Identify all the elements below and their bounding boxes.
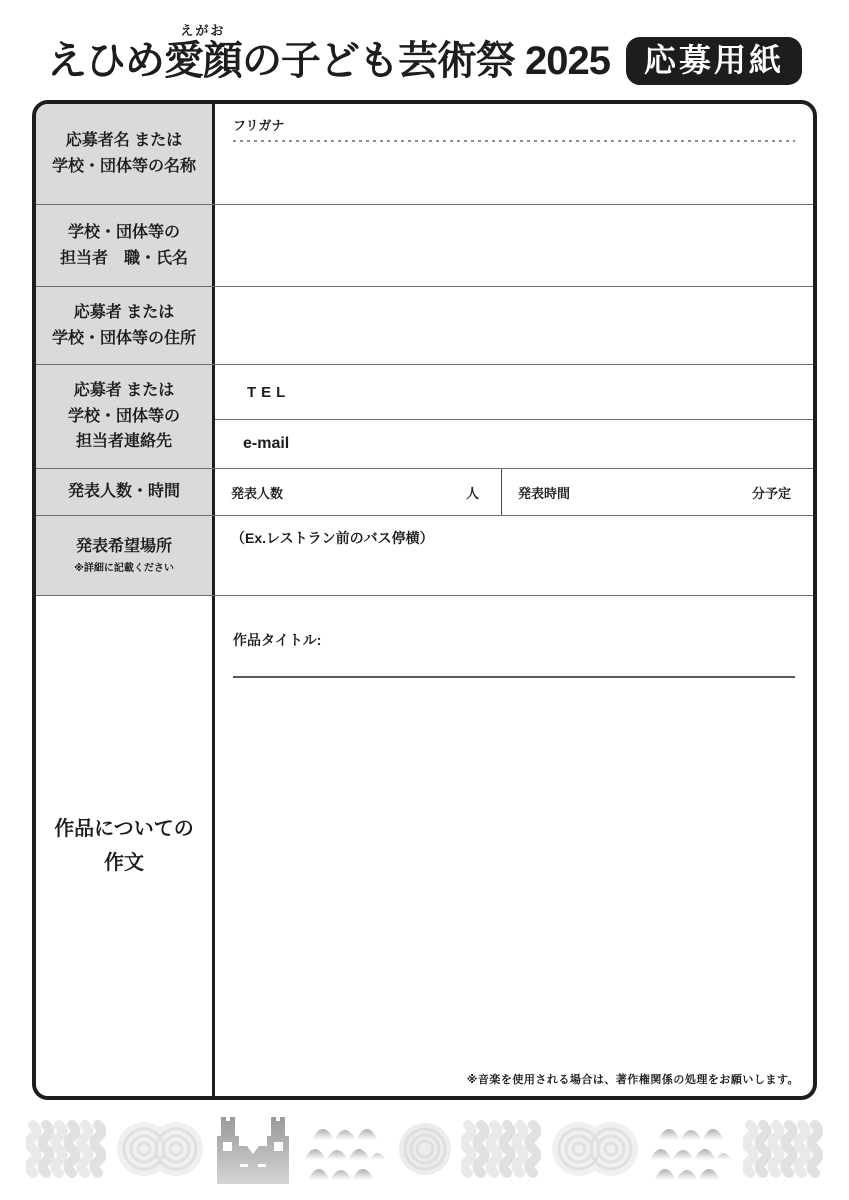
people-unit-label: 人 <box>466 485 480 501</box>
title-furigana: えがお <box>180 23 226 38</box>
row-contact-person <box>36 204 813 286</box>
copyright-note: ※音楽を使用される場合は、著作権関係の処理をお願いします。 <box>466 1074 799 1086</box>
essay-cell <box>215 596 813 1096</box>
row-performance <box>36 468 813 515</box>
mountains-icon <box>648 1116 734 1182</box>
wave-strips-icon <box>461 1118 541 1180</box>
applicant-name-input-area[interactable] <box>215 142 813 204</box>
essay-title-label: 作品タイトル: <box>233 632 322 648</box>
people-count-label: 発表人数 <box>231 485 284 501</box>
venue-example-text: （Ex.レストラン前のバス停横） <box>231 530 434 546</box>
time-unit-label: 分予定 <box>751 485 791 501</box>
venue-cell <box>215 516 813 595</box>
venue-input-area[interactable] <box>215 548 813 595</box>
row-essay <box>36 595 813 1096</box>
tel-sub-row <box>215 365 813 420</box>
wave-strips-icon <box>26 1118 106 1180</box>
time-cell <box>502 469 813 515</box>
time-label: 発表時間 <box>518 485 571 501</box>
page-title <box>46 23 611 83</box>
applicant-name-cell <box>215 104 813 204</box>
contact-info-label: 応募者 または 学校・団体等の 担当者連絡先 <box>36 365 215 468</box>
essay-title-block <box>215 596 813 678</box>
row-contact-info <box>36 364 813 468</box>
essay-label: 作品についての 作文 <box>36 596 215 1096</box>
castle-icon <box>213 1114 293 1184</box>
wave-strips-icon <box>743 1118 823 1180</box>
email-sub-row <box>215 420 813 468</box>
row-venue <box>36 515 813 595</box>
title-prefix: えひめ <box>46 39 164 83</box>
contact-person-cell <box>215 205 813 286</box>
title-ruby-base: 愛顔 えがお <box>163 23 242 83</box>
twin-circles-icon <box>115 1118 205 1180</box>
application-form-table <box>32 100 817 1100</box>
furigana-block <box>215 104 813 142</box>
performance-cell <box>215 469 813 515</box>
form-type-badge: 応募用紙 <box>626 37 802 85</box>
people-count-cell <box>215 469 502 515</box>
furigana-label: フリガナ <box>233 118 285 133</box>
tel-input-area[interactable] <box>290 365 813 419</box>
time-input-area[interactable] <box>570 469 752 515</box>
mountains-icon <box>302 1116 388 1182</box>
email-label: e-mail <box>243 435 290 452</box>
venue-label-note: ※詳細に記載ください <box>74 563 174 575</box>
performance-label: 発表人数・時間 <box>36 469 215 515</box>
concentric-circle-icon <box>397 1121 453 1177</box>
decorative-footer <box>0 1106 849 1192</box>
venue-label: 発表希望場所 ※詳細に記載ください <box>36 516 215 595</box>
twin-circles-icon <box>550 1118 640 1180</box>
row-address <box>36 286 813 364</box>
contact-person-input-area[interactable] <box>215 205 813 286</box>
applicant-name-label: 応募者名 または 学校・団体等の名称 <box>36 104 215 204</box>
address-label: 応募者 または 学校・団体等の住所 <box>36 287 215 364</box>
title-suffix: の子ども芸術祭 2025 <box>241 39 611 83</box>
contact-info-cell <box>215 365 813 468</box>
row-applicant-name <box>36 104 813 204</box>
email-input-area[interactable] <box>289 420 813 468</box>
address-input-area[interactable] <box>215 287 813 364</box>
people-count-input-area[interactable] <box>283 469 466 515</box>
contact-person-label: 学校・団体等の 担当者 職・氏名 <box>36 205 215 286</box>
form-header <box>0 0 849 92</box>
address-cell <box>215 287 813 364</box>
tel-label: TEL <box>247 383 291 401</box>
essay-input-area[interactable] <box>215 678 813 1096</box>
